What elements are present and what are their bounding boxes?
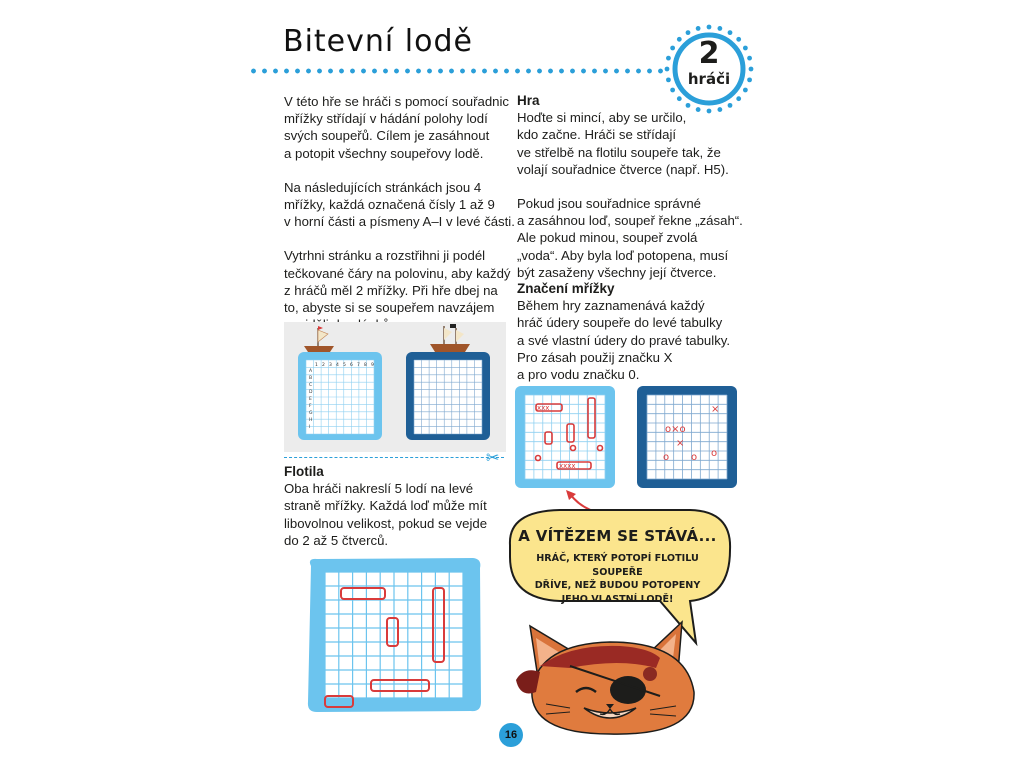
text-line: Na následujících stránkách jsou 4 bbox=[284, 179, 482, 195]
svg-text:o×o: o×o bbox=[665, 424, 686, 435]
svg-text:o: o bbox=[711, 448, 718, 459]
znaceni-section bbox=[517, 280, 730, 383]
text-line: Pokud jsou souřadnice správné bbox=[517, 196, 702, 212]
text-line: mřížky střídají v hádání polohy lodí bbox=[284, 111, 488, 127]
text-line: tečkované čáry na polovinu, aby každý bbox=[284, 265, 511, 281]
text-line: ve střelbě na flotilu soupeře tak, že bbox=[517, 144, 721, 160]
text-line: být zasaženy všechny její čtverce. bbox=[517, 264, 717, 280]
svg-text:xxx: xxx bbox=[537, 404, 550, 412]
speech-text bbox=[515, 552, 720, 606]
photo-col-number: 7 bbox=[357, 363, 360, 368]
fleet-grid-example bbox=[305, 556, 483, 714]
text-line: v horní části a písmeny A–I v levé části. bbox=[284, 214, 515, 230]
book-photo bbox=[284, 322, 506, 452]
speech-line: JEHO VLASTNÍ LODĚ! bbox=[561, 593, 674, 605]
badge-dot bbox=[717, 26, 722, 31]
znaceni-heading: Značení mřížky bbox=[517, 281, 615, 296]
text-line: libovolnou velikost, pokud se vejde bbox=[284, 515, 488, 531]
speech-headline: A VÍTĚZEM SE STÁVÁ... bbox=[518, 527, 717, 545]
text-line: kdo začne. Hráči se střídají bbox=[517, 127, 677, 143]
photo-col-number: 3 bbox=[329, 363, 332, 368]
text-line: Během hry zaznamenává každý bbox=[517, 298, 705, 314]
text-line: a zasáhnou loď, soupeř řekne „zásah“. bbox=[517, 213, 743, 229]
text-line: svých soupeřů. Cílem je zasáhnout bbox=[284, 128, 490, 144]
badge-dot bbox=[696, 26, 701, 31]
badge-dot bbox=[686, 30, 691, 35]
text-line: z hráčů měl 2 mřížky. Při hře dbej na bbox=[284, 282, 498, 298]
photo-col-number: 8 bbox=[364, 363, 367, 368]
svg-text:xxxx: xxxx bbox=[559, 462, 576, 470]
book-photo-illustration bbox=[284, 322, 506, 452]
hra-section bbox=[517, 92, 743, 298]
text-line: Vytrhni stránku a rozstřihni ji podél bbox=[284, 248, 486, 264]
photo-col-number: 2 bbox=[322, 363, 325, 368]
photo-row-letter: D bbox=[309, 390, 313, 395]
photo-row-letter: B bbox=[309, 376, 313, 381]
page-number: 16 bbox=[499, 723, 523, 747]
intro-paragraph-1 bbox=[284, 93, 515, 162]
photo-row-letter: E bbox=[309, 397, 312, 402]
photo-row-letter: I bbox=[309, 425, 311, 430]
flotila-heading: Flotila bbox=[284, 464, 324, 479]
badge-dot bbox=[728, 30, 733, 35]
svg-text:o: o bbox=[691, 452, 698, 463]
photo-col-number: 6 bbox=[350, 363, 353, 368]
intro-text bbox=[284, 93, 515, 350]
photo-row-letter: G bbox=[309, 411, 313, 416]
text-line: Hoďte si mincí, aby se určilo, bbox=[517, 110, 687, 126]
photo-row-letter: C bbox=[309, 383, 313, 388]
hra-heading: Hra bbox=[517, 93, 540, 108]
photo-row-letter: F bbox=[309, 404, 312, 409]
text-line: do 2 až 5 čtverců. bbox=[284, 532, 389, 548]
text-line: V této hře se hráči s pomocí souřadnic bbox=[284, 94, 510, 109]
badge-dot bbox=[743, 88, 748, 93]
players-badge-number: 2 bbox=[698, 36, 720, 71]
photo-col-number: 5 bbox=[343, 363, 346, 368]
photo-col-number: 9 bbox=[371, 363, 374, 368]
text-line: hráč údery soupeře do levé tabulky bbox=[517, 315, 723, 331]
photo-col-number: 4 bbox=[336, 363, 339, 368]
cut-dashed-line bbox=[284, 457, 504, 458]
scissors-icon: ✂ bbox=[486, 450, 500, 467]
text-line: straně mřížky. Každá loď může mít bbox=[284, 498, 487, 514]
svg-text:×: × bbox=[676, 438, 685, 449]
pirate-ship-icon bbox=[430, 324, 470, 352]
text-line: a pro vodu značku 0. bbox=[517, 367, 640, 383]
text-line: Pro zásah použij značku X bbox=[517, 349, 673, 365]
text-line: Oba hráči nakreslí 5 lodí na levé bbox=[284, 481, 474, 497]
text-line: a své vlastní údery do pravé tabulky. bbox=[517, 332, 731, 348]
text-line: a potopit všechny soupeřovy lodě. bbox=[284, 145, 484, 161]
text-line: volají souřadnice čtverce (např. H5). bbox=[517, 161, 729, 177]
flotila-section bbox=[284, 463, 487, 549]
text-line: Ale pokud minou, soupeř zvolá bbox=[517, 230, 698, 246]
photo-row-letter: A bbox=[309, 369, 313, 374]
page-title: Bitevní lodě bbox=[283, 24, 473, 59]
svg-text:×: × bbox=[711, 404, 720, 415]
intro-paragraph-2 bbox=[284, 179, 515, 231]
text-line: to, abyste si se soupeřem navzájem bbox=[284, 300, 495, 316]
players-badge-label: hráči bbox=[687, 70, 731, 88]
title-dotted-divider bbox=[248, 68, 668, 74]
marking-grids-example bbox=[515, 386, 740, 490]
speech-line: HRÁČ, KTERÝ POTOPÍ FLOTILU SOUPEŘE bbox=[536, 553, 699, 578]
svg-text:o: o bbox=[663, 452, 670, 463]
speech-line: DŘÍVE, NEŽ BUDOU POTOPENY bbox=[534, 580, 701, 591]
photo-row-letter: H bbox=[309, 418, 313, 423]
photo-col-number: 1 bbox=[315, 363, 318, 368]
badge-dot bbox=[707, 25, 712, 30]
text-line: mřížky, každá označená čísly 1 až 9 bbox=[284, 197, 495, 213]
text-line: „voda“. Aby byla loď potopena, musí bbox=[517, 247, 729, 263]
intro-paragraph-3 bbox=[284, 247, 515, 333]
pirate-cat-icon bbox=[510, 608, 710, 738]
pirate-ship-icon bbox=[304, 326, 334, 352]
